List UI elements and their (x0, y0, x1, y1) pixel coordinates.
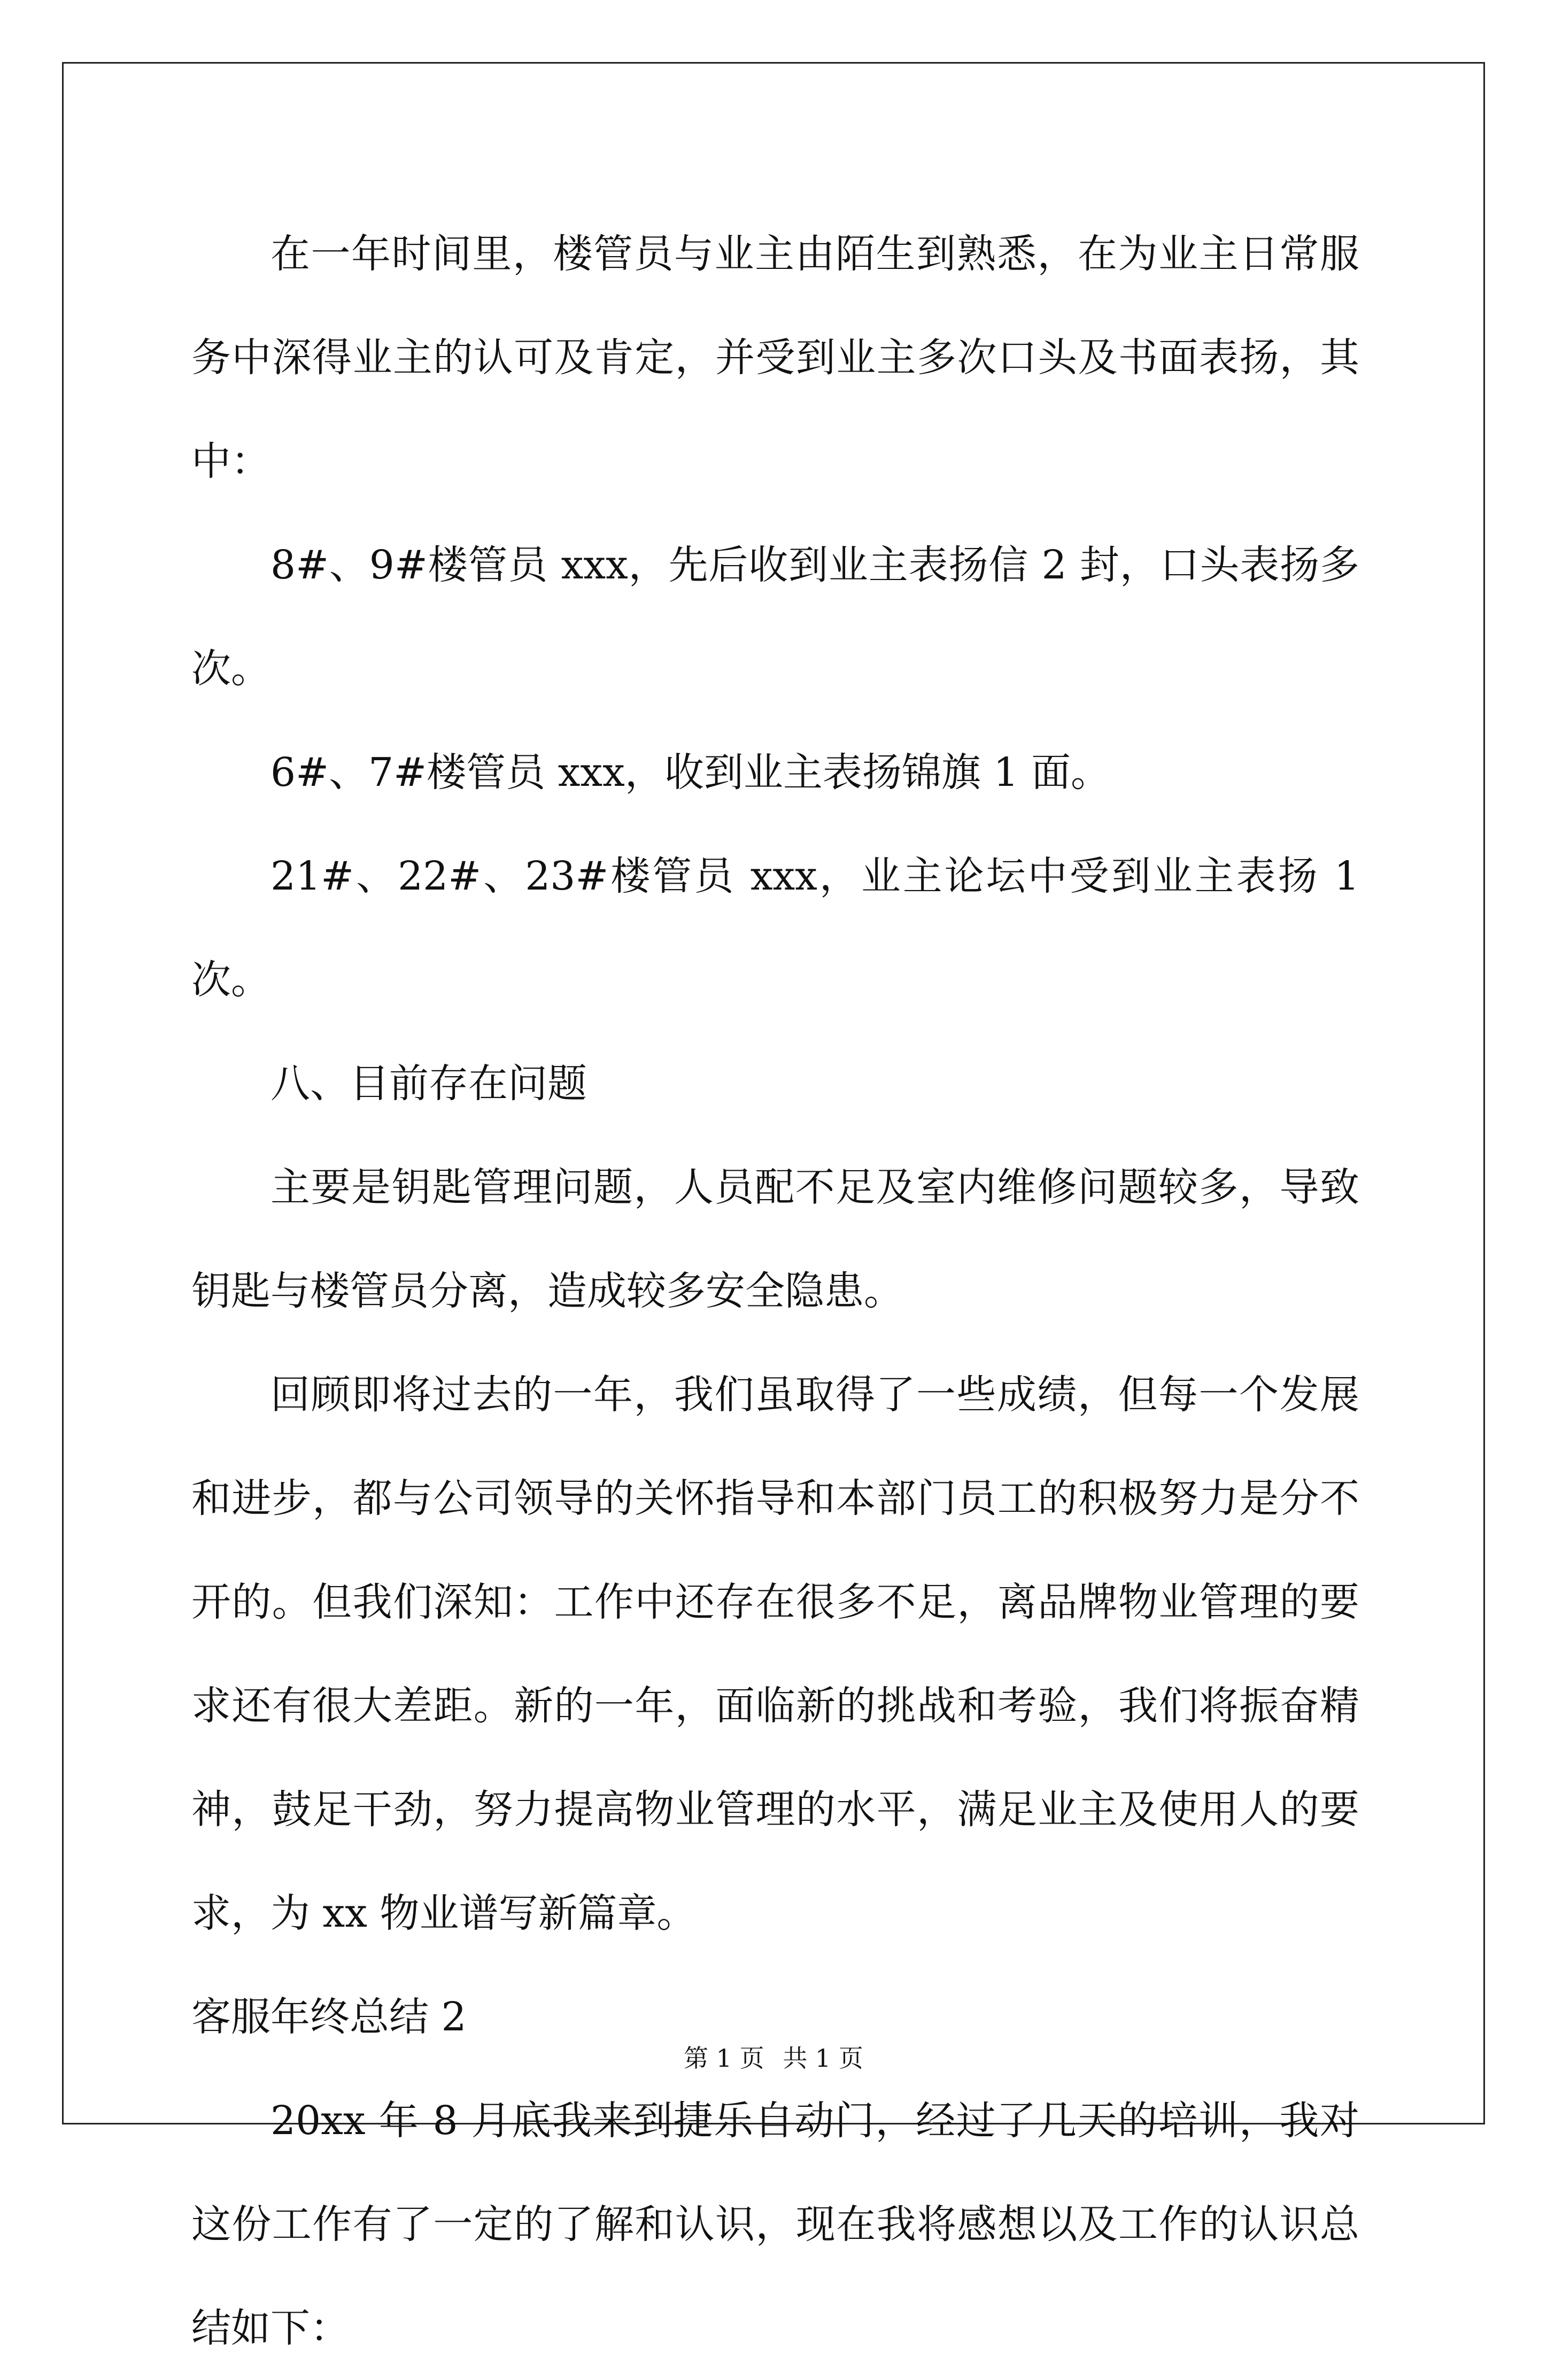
paragraph-building-6-7: 6#、7#楼管员 xxx，收到业主表扬锦旗 1 面。 (270, 749, 1111, 795)
page-number: 第 1 页 (684, 2044, 764, 2073)
section-heading-problems: 八、目前存在问题 (270, 1061, 587, 1107)
paragraph-building-8-9: 8#、9#楼管员 xxx，先后收到业主表扬信 2 封，口头表扬多次。 (191, 542, 1359, 692)
page-total: 共 1 页 (783, 2044, 863, 2073)
paragraph-new-job: 20xx 年 8 月底我来到捷乐自动门，经过了几天的培训，我对这份工作有了一定的了解和认识，现在我将感想以及工作的认识总结如下： (191, 2098, 1359, 2351)
paragraph-key-management: 主要是钥匙管理问题，人员配不足及室内维修问题较多，导致钥匙与楼管员分离，造成较多安全隐患。 (191, 1164, 1359, 1314)
paragraph-review: 回顾即将过去的一年，我们虽取得了一些成绩，但每一个发展和进步，都与公司领导的关怀指导和本部门员工的积极努力是分不开的。但我们深知：工作中还存在很多不足，离品牌物业管理的要求还有很大差距。新的一年，面临新的挑战和考验，我们将振奋精神，鼓足干劲，努力提高物业管理的水平，满足业主及使用人的要求，为 xx 物业谱写新篇章。 (191, 1372, 1359, 1936)
paragraph-praise-intro: 在一年时间里，楼管员与业主由陌生到熟悉，在为业主日常服务中深得业主的认可及肯定，并受到业主多次口头及书面表扬，其中： (191, 231, 1359, 484)
paragraph-building-21-23: 21#、22#、23#楼管员 xxx，业主论坛中受到业主表扬 1 次。 (191, 853, 1359, 1003)
page-footer (0, 2042, 1547, 2074)
section-title-summary-2: 客服年终总结 2 (191, 1994, 467, 2040)
